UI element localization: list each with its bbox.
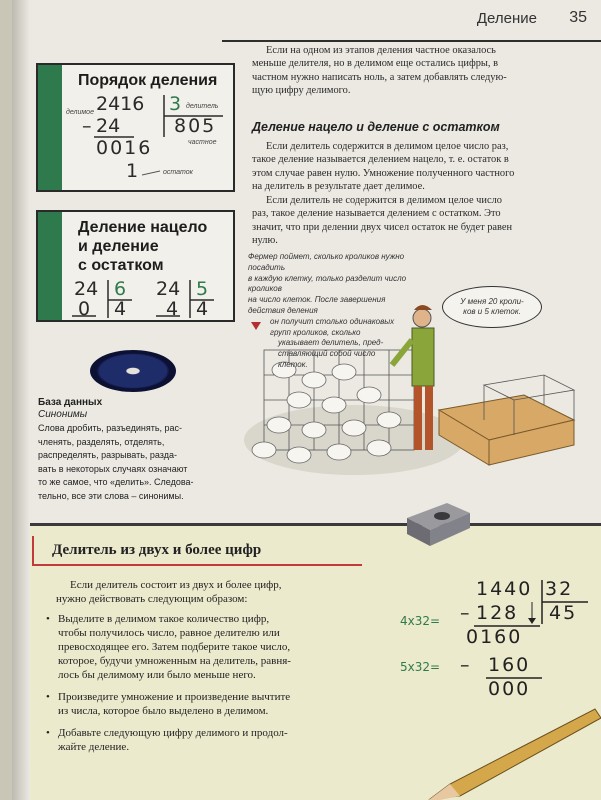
- intro-paragraph: [252, 44, 592, 97]
- box-title-line-3: с остатком: [78, 257, 164, 274]
- division-lines: [38, 65, 233, 190]
- caption-line: клеток.: [278, 359, 308, 369]
- database-title: База данных: [38, 397, 103, 408]
- page-number: 35: [569, 9, 587, 26]
- section-subheading: Деление нацело и деление с остатком: [252, 120, 500, 134]
- ex1-divisor: 6: [114, 278, 127, 300]
- text-line: этом случае равен нулю. Умножение полученного частного: [252, 167, 515, 179]
- database-text: [38, 422, 213, 503]
- ex2-quotient: 4: [196, 298, 209, 320]
- ex1-dividend: 24: [74, 278, 99, 300]
- illustration-caption: [248, 252, 418, 371]
- ld-lines: [450, 574, 590, 704]
- step-item: [44, 726, 384, 754]
- section-intro: [56, 578, 356, 606]
- text-line: раз, такое деление называется делением с остатком. Это: [252, 208, 501, 220]
- step-line: из числа, которое было выделено в делимом.: [58, 705, 269, 717]
- ld-minus-1: –: [460, 602, 470, 624]
- red-rule-vertical: [32, 536, 34, 564]
- db-line: Слова дробить, разъединять, рас-: [38, 423, 183, 433]
- text-line: нулю.: [252, 234, 278, 246]
- minus-sign: –: [82, 115, 92, 137]
- intro-line: Если делитель состоит из двух и более цифр,: [70, 579, 282, 591]
- text-line: меньше делителя, но в делимом еще остались цифры, в: [252, 58, 498, 70]
- ld-quotient: 45: [549, 602, 578, 624]
- ex1-remainder: 0: [78, 298, 91, 320]
- bubble-line: У меня 20 кроли-: [460, 297, 524, 306]
- ex2-remainder: 4: [166, 298, 179, 320]
- label-divisor: делитель: [186, 103, 219, 110]
- step-line: лось бы делимому или было меньше него.: [58, 669, 256, 681]
- db-line: членять, разделять, отделять,: [38, 436, 165, 447]
- ld-step2: 160: [488, 654, 531, 676]
- example-lines: [38, 212, 233, 320]
- step-item: [44, 690, 384, 718]
- ex1-quotient: 4: [114, 298, 127, 320]
- bubble-line: ков и 5 клеток.: [463, 307, 521, 316]
- caption-line: в каждую клетку, только разделит число кроликов: [248, 273, 407, 294]
- step-item: [44, 612, 384, 682]
- step-line: • Добавьте следующую цифру делимого и продол-: [58, 727, 288, 739]
- ld-step2-label: 5x32=: [400, 660, 441, 674]
- database-subtitle: Синонимы: [38, 409, 88, 420]
- steps-list: [44, 612, 384, 762]
- caption-line: он получит столько одинаковых: [270, 316, 395, 326]
- step-line: жайте деление.: [58, 741, 130, 753]
- caption-line: групп кроликов, сколько: [270, 327, 361, 337]
- ld-step1-label: 4x32=: [400, 614, 441, 628]
- red-rule-horizontal: [32, 564, 362, 566]
- page-header: [222, 6, 601, 42]
- remainder: 1: [126, 160, 139, 182]
- division-remainder-box: [36, 210, 235, 322]
- text-line: на делитель в результате дает делимое.: [252, 180, 425, 192]
- db-line: распределять, разрывать, разда-: [38, 450, 177, 460]
- divisor: 3: [169, 93, 182, 115]
- caption-line: Фермер поймет, сколько кроликов нужно посадить: [248, 252, 405, 272]
- box-title: Порядок деления: [78, 72, 218, 89]
- box-title-line-2: и деление: [78, 238, 159, 255]
- text-line: Если делитель содержится в делимом целое число раз,: [266, 141, 509, 152]
- ld-step1: 128: [476, 602, 519, 624]
- caption-line: указывает делитель, пред-: [278, 338, 384, 348]
- ld-divisor: 32: [545, 578, 574, 600]
- ld-dividend: 1440: [476, 578, 533, 600]
- ex2-divisor: 5: [196, 278, 209, 300]
- pencil-sharpener-icon: [402, 498, 472, 548]
- ld-final: 000: [488, 678, 531, 700]
- text-line: Если на одном из этапов деления частное оказалось: [266, 45, 496, 56]
- caption-line: ставляющий собой число: [278, 349, 376, 359]
- remainder-line: 0016: [96, 137, 153, 159]
- text-line: Если делитель не содержится в делимом целое число: [266, 195, 502, 206]
- multi-digit-divisor-section: [30, 523, 601, 800]
- caption-line: на число клеток. После завершения действия деления: [248, 295, 386, 315]
- intro-line: нужно действовать следующим образом:: [56, 593, 248, 605]
- pencil-icon: [420, 704, 601, 800]
- paragraph-1: [252, 140, 592, 193]
- subtracted: 24: [96, 115, 121, 137]
- text-line: частном нужно написать ноль, а затем добавлять следую-: [252, 71, 507, 83]
- speech-bubble: [442, 286, 542, 328]
- book-page: [12, 0, 601, 800]
- dividend: 2416: [96, 93, 145, 115]
- label-remainder: остаток: [163, 169, 193, 176]
- step-line: которое, будучи умноженным на делитель, равня-: [58, 655, 291, 667]
- step-line: чтобы получилось число, равное делителю или: [58, 627, 280, 639]
- db-line: тельно, все эти слова – синонимы.: [38, 490, 184, 501]
- db-line: то же самое, что «делить». Следова-: [38, 477, 194, 487]
- box-title-line-1: Деление нацело: [78, 219, 208, 236]
- paragraph-2: [252, 194, 592, 247]
- ex2-dividend: 24: [156, 278, 181, 300]
- step-line: • Выделите в делимом такое количество цифр,: [58, 613, 270, 625]
- text-line: щую цифру делимого.: [252, 84, 351, 96]
- division-order-box: [36, 63, 235, 192]
- chapter-title: Деление: [476, 10, 537, 27]
- label-quotient: частное: [188, 139, 217, 146]
- cd-disc-icon: [90, 350, 176, 392]
- db-line: вать в некоторых случаях означают: [38, 463, 188, 474]
- section-title: Делитель из двух и более цифр: [52, 542, 262, 558]
- step-line: превосходящее его. Затем подберите такое число,: [58, 641, 291, 653]
- text-line: такое деление называется делением нацело, т. е. остаток в: [252, 154, 509, 166]
- label-dividend: делимое: [66, 109, 94, 116]
- ld-step1-remainder: 0160: [466, 626, 523, 648]
- quotient: 805: [174, 115, 217, 137]
- step-line: • Произведите умножение и произведение вычтите: [58, 691, 291, 703]
- ld-minus-2: –: [460, 654, 470, 676]
- text-line: значит, что при делении двух чисел остаток не будет равен: [252, 221, 513, 233]
